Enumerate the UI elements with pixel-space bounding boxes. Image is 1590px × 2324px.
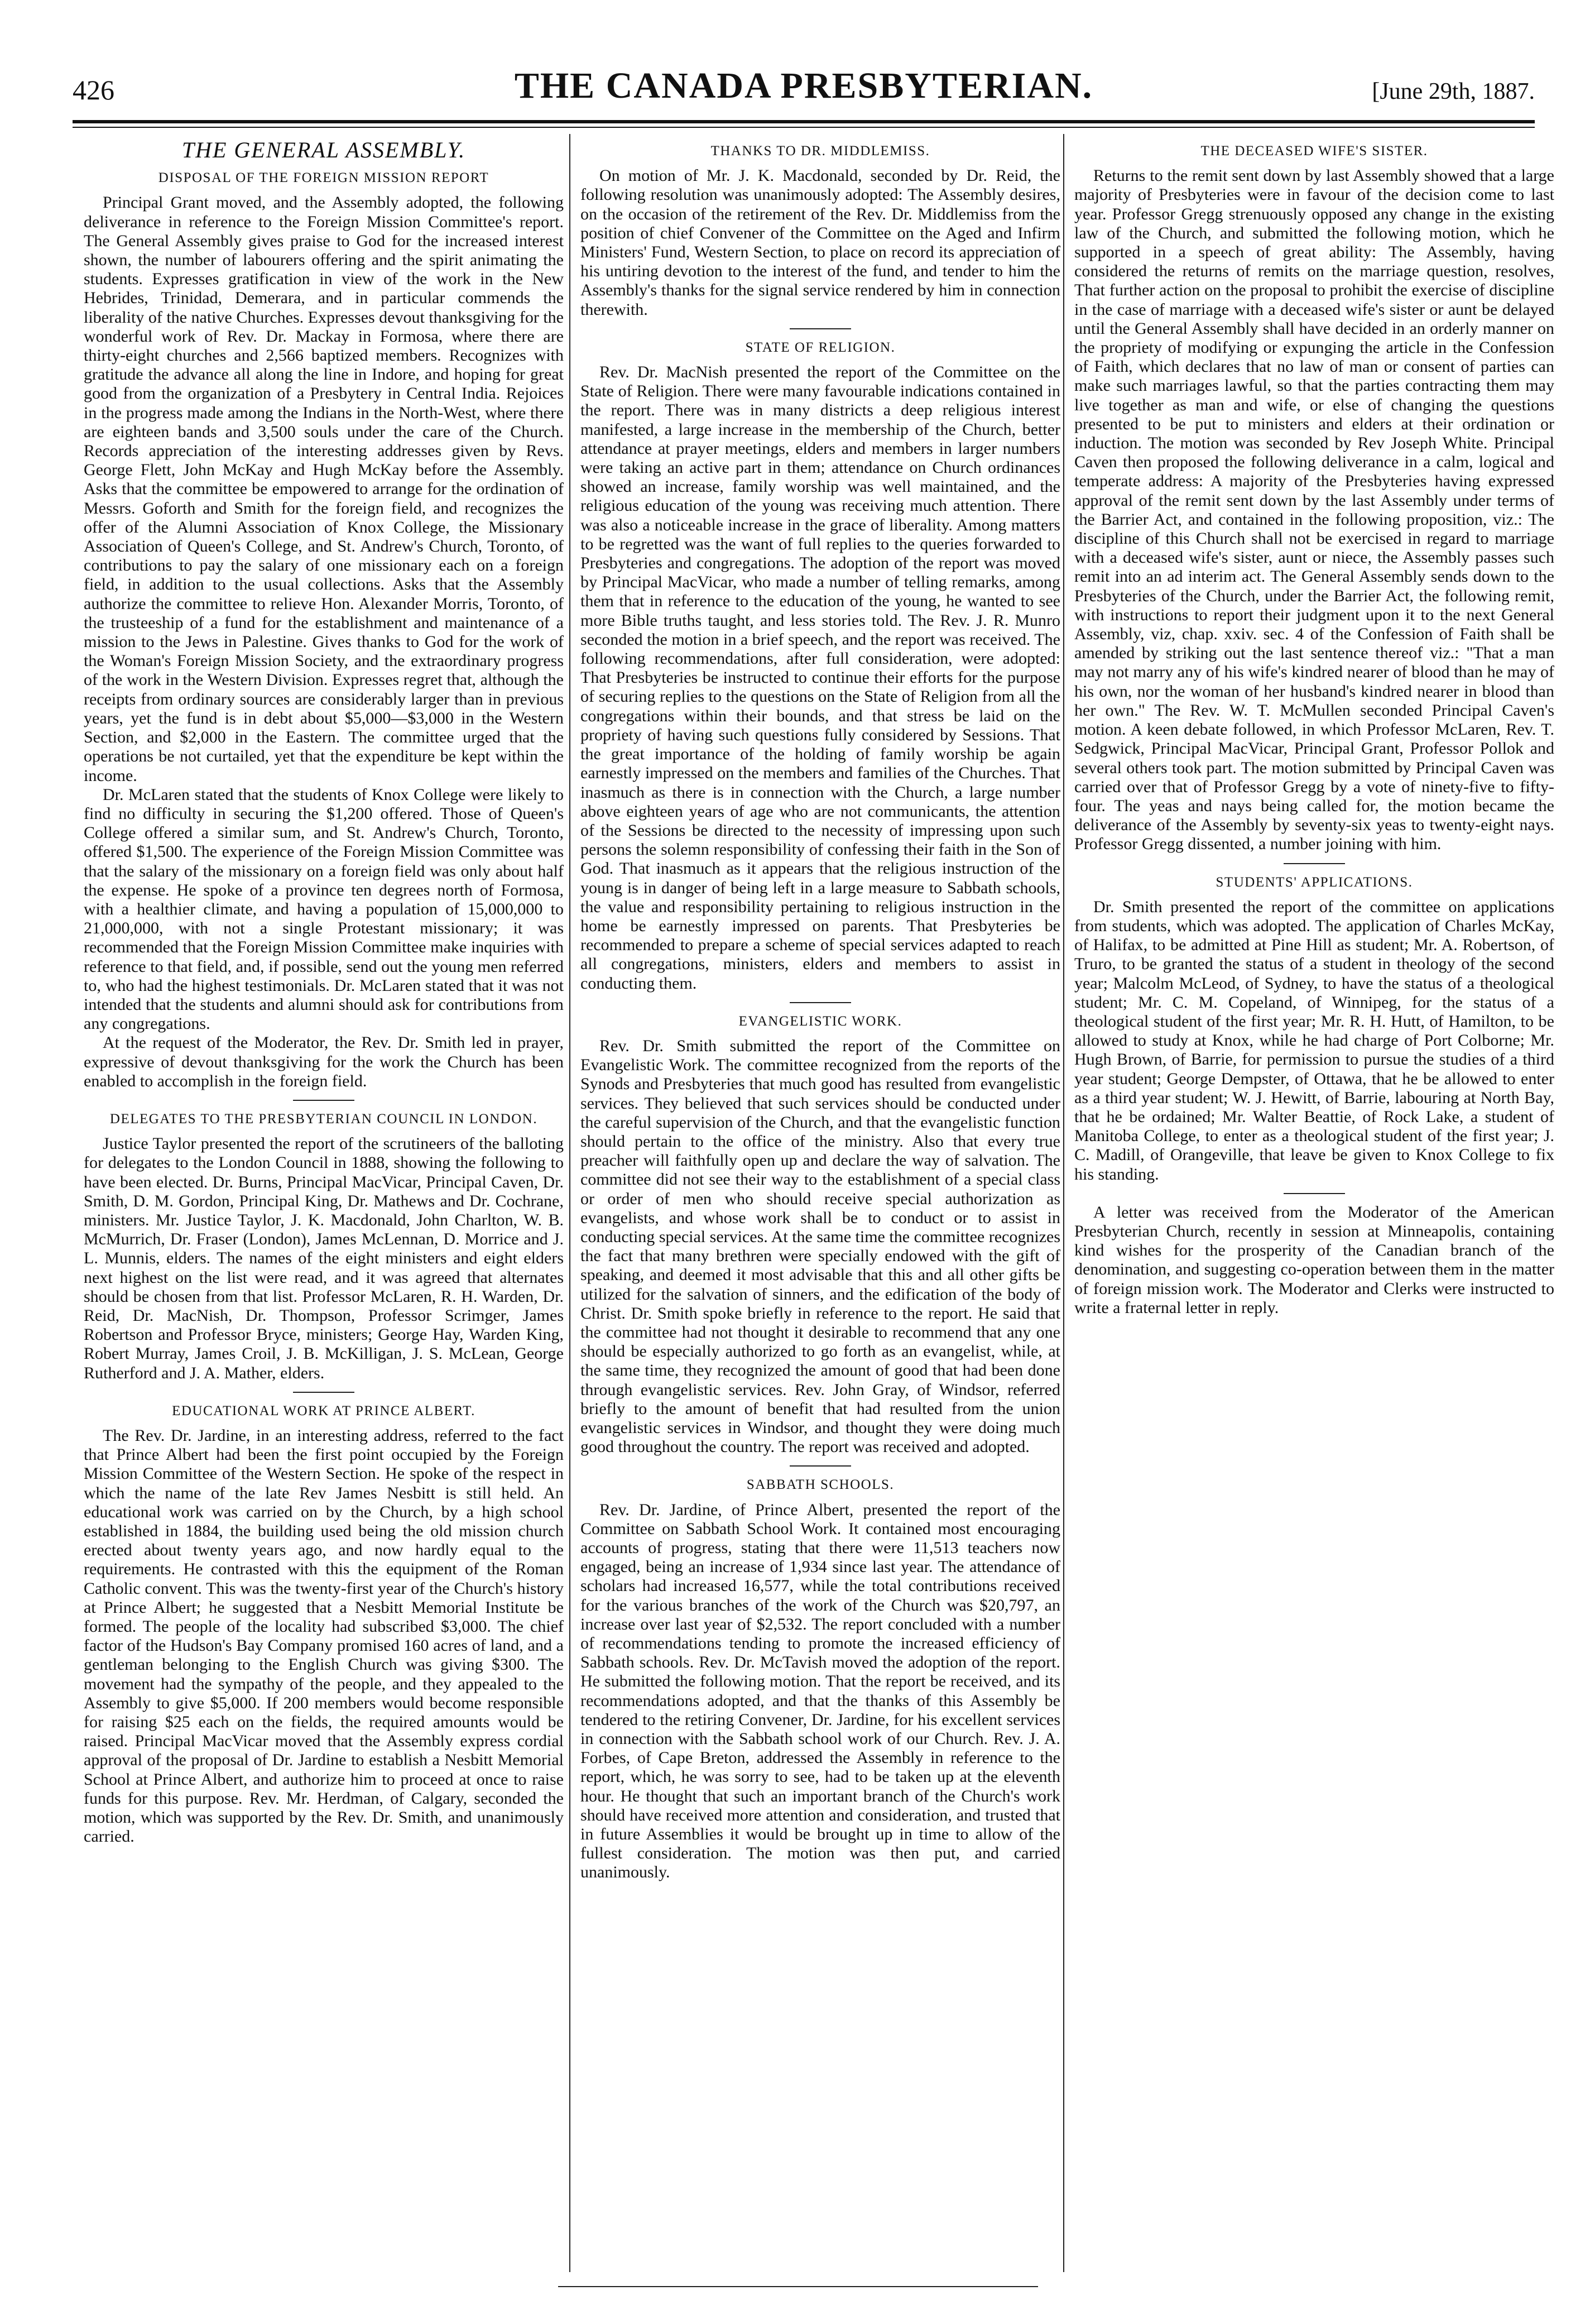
section-separator [790,328,851,329]
section-heading: THANKS TO DR. MIDDLEMISS. [710,143,930,159]
section-heading: DELEGATES TO THE PRESBYTERIAN COUNCIL IN LONDON. [109,1111,538,1127]
masthead-title: THE CANADA PRESBYTERIAN. [514,65,1093,106]
paragraph: At the request of the Moderator, the Rev. Dr. Smith led in prayer, expressive of devout thanksgiving for the work the Church has been enabled to accomplish in the foreign field. [84,1033,564,1090]
paragraph: Returns to the remit sent down by last Assembly showed that a large majority of Presbyteries were in favour of the decision come to last year. Professor Gregg strenuously opposed any change in the existing law of the Church, and submitted the following motion, which he supported in a speech of great ability: The Assembly, having considered the returns of remits on the marriage question, resolves, That further action on the proposal to prohibit the exercise of discipline in the case of marriage with a deceased wife's sister or aunt be delayed until the General Assembly shall have decided in an orderly manner on the propriety of modifying or expunging the article in the Confession of Faith, which declares that no law of man or consent of parties can make such marriages lawful, so that the parties contracting them may live together as man and wife, or else of changing the questions presented to be put to ministers and elders at their ordination or induction. The motion was seconded by Rev Joseph White. Principal Caven then proposed the following deliverance in a calm, logical and temperate address: A majority of the Presbyteries having expressed approval of the remit sent down by the last Assembly under terms of the Barrier Act, and contained in the following proposition, viz.: The discipline of this Church shall not be exercised in regard to marriage with a deceased wife's sister, aunt or niece, the Assembly passes such remit into an ad interim act. The General Assembly sends down to the Presbyteries of the Church, under the Barrier Act, the following remit, with instructions to report their judgment upon it to the next General Assembly, viz, chap. xxiv. sec. 4 of the Confession of Faith shall be amended by striking out the last sentence thereof viz.: "That a man may not marry any of his wife's kindred nearer of blood than he may of his own, nor the woman of her husband's kindred nearer in blood than her own." The Rev. W. T. McMullen seconded Principal Caven's motion. A keen debate followed, in which Professor McLaren, Rev. T. Sedgwick, Principal MacVicar, Principal Grant, Professor Pollok and several others took part. The motion submitted by Principal Caven was carried over that of Professor Gregg by a vote of ninety-five to fifty-four. The yeas and nays being called for, the motion became the deliverance of the Assembly by seventy-six yeas to twenty-eight nays. Professor Gregg dissented, a number joining with him. [1074,166,1554,854]
column-3 [1074,134,1554,2272]
column-divider [569,134,570,2272]
section-separator [1284,863,1345,864]
section-heading: THE DECEASED WIFE'S SISTER. [1200,143,1428,159]
section-heading: STUDENTS' APPLICATIONS. [1216,874,1413,890]
section-heading: STATE OF RELIGION. [745,339,896,355]
paragraph: Rev. Dr. MacNish presented the report of the Committee on the State of Religion. There were many favourable indications contained in the report. There was in many districts a deep religious interest manifested, a large increase in the membership of the Church, better attendance at prayer meetings, elders and members in larger numbers were taking an active part in them; attendance on Church ordinances showed an increase, family worship was well maintained, and the religious education of the young was receiving much attention. There was also a noticeable increase in the grace of liberality. Among matters to be regretted was the want of full replies to the queries forwarded to Presbyteries and congregations. The adoption of the report was moved by Principal MacVicar, who made a number of telling remarks, among them that in reference to the education of the young, he wanted to see more Bible truths taught, and less stories told. The Rev. J. R. Munro seconded the motion in a brief speech, and the report was received. The following recommendations, after full consideration, were adopted: That Presbyteries be instructed to continue their efforts for the purpose of securing replies to the questions on the State of Religion from all the congregations within their bounds, and that stress be laid on the propriety of having such questions fully considered by Sessions. That the great importance of the holding of family worship be again earnestly impressed on the members and families of the Churches. That inasmuch as there is in connection with the Church, a large number above eighteen years of age who are not communicants, the attention of the Sessions be directed to the necessity of impressing upon such persons the solemn responsibility of confessing their faith in the Son of God. That inasmuch as it appears that the religious instruction of the young is in danger of being left in a large measure to Sabbath schools, the value and responsibility pertaining to religious instruction in the home be earnestly impressed on parents. That Presbyteries be recommended to prepare a scheme of special services adapted to reach all congregations, ministers, elders and members to assist in conducting them. [580,363,1060,993]
header-rule [73,120,1535,128]
column-1 [84,134,564,2272]
section-heading: DISPOSAL OF THE FOREIGN MISSION REPORT [158,170,489,186]
paragraph: Dr. Smith presented the report of the committee on applications from students, which was adopted. The application of Charles McKay, of Halifax, to be admitted at Pine Hill as student; Mr. A. Robertson, of Truro, to be granted the status of a student in theology of the second year; Malcolm McLeod, of Sydney, to have the status of a theological student; Mr. C. M. Copeland, of Winnipeg, for the status of a theological student of the first year; Mr. R. H. Hutt, of Hamilton, to be allowed to study at Knox, while he had charge of Port Colborne; Mr. Hugh Brown, of Barrie, for permission to pursue the studies of a third year student; George Dempster, of Ottawa, that he be allowed to enter as a third year student; W. J. Hewitt, of Barrie, labouring at North Bay, that he be ordained; Mr. Walter Beattie, of Rock Lake, a student of Manitoba College, to enter as a theological student of the first year; J. C. Madill, of Orangeville, that leave be given to Knox College to fix his standing. [1074,897,1554,1183]
section-heading: SABBATH SCHOOLS. [746,1477,895,1493]
page-number: 426 [73,74,114,106]
issue-date: [June 29th, 1887. [1372,79,1535,104]
paragraph: Justice Taylor presented the report of the scrutineers of the balloting for delegates to the London Council in 1888, showing the following to have been elected. Dr. Burns, Principal MacVicar, Principal Caven, Dr. Smith, D. M. Gordon, Principal King, Dr. Mathews and Dr. Cochrane, ministers. Mr. Justice Taylor, J. K. Macdonald, John Charlton, W. B. McMurrich, Dr. Fraser (London), James McLennan, D. Morrice and J. L. Munnis, elders. The names of the eight ministers and eight elders next highest on the list were read, and it was agreed that alternates should be chosen from that list. Professor McLaren, R. H. Warden, Dr. Reid, Dr. MacNish, Dr. Thompson, Professor Scrimger, James Robertson and Professor Bryce, ministers; George Hay, Warden King, Robert Murray, James Croil, J. B. McKilligan, J. S. McLean, George Rutherford and J. A. Mather, elders. [84,1134,564,1382]
paragraph: The Rev. Dr. Jardine, in an interesting address, referred to the fact that Prince Albert had been the first point occupied by the Foreign Mission Committee of the Western Section. He spoke of the respect in which the name of the late Rev James Nesbitt is still held. An educational work was carried on by the Church, by a high school established in 1884, the building used being the old mission church erected about twenty years ago, and now hardly equal to the requirements. He contrasted with this the equipment of the Roman Catholic convent. This was the twenty-first year of the Church's history at Prince Albert; he suggested that a Nesbitt Memorial Institute be formed. The people of the locality had subscribed $3,000. The chief factor of the Hudson's Bay Company promised 160 acres of land, and a gentleman belonging to the English Church was giving $300. The movement had the sympathy of the people, and they appealed to the Assembly to give $5,000. If 200 members would become responsible for raising $25 each on the fields, the required amounts would be raised. Principal MacVicar moved that the Assembly express cordial approval of the proposal of Dr. Jardine to establish a Nesbitt Memorial School at Prince Albert, and authorize him to proceed at once to raise funds for this purpose. Rev. Mr. Herdman, of Calgary, seconded the motion, which was supported by the Rev. Dr. Smith, and unanimously carried. [84,1426,564,1846]
section-separator [293,1392,354,1393]
page-header [73,33,1535,106]
paragraph: On motion of Mr. J. K. Macdonald, seconded by Dr. Reid, the following resolution was unanimously adopted: The Assembly desires, on the occasion of the retirement of the Rev. Dr. Middlemiss from the position of chief Convener of the Committee on the Aged and Infirm Ministers' Fund, Western Section, to place on record its appreciation of his untiring devotion to the interest of the fund, and tender to him the Assembly's thanks for the signal service rendered by him in connection therewith. [580,166,1060,319]
paragraph: Rev. Dr. Jardine, of Prince Albert, presented the report of the Committee on Sabbath School Work. It contained most encouraging accounts of progress, stating that there were 11,513 teachers now engaged, being an increase of 1,934 since last year. The attendance of scholars had increased 16,577, while the total contributions received for the various branches of the work of the Church was $20,797, an increase over last year of $2,532. The report concluded with a number of recommendations tending to promote the increased efficiency of Sabbath schools. Rev. Dr. McTavish moved the adoption of the report. He submitted the following motion. That the report be received, and its recommendations adopted, and that the thanks of this Assembly be tendered to the retiring Convener, Dr. Jardine, for his excellent services in connection with the Sabbath school work of our Church. Rev. J. A. Forbes, of Cape Breton, addressed the Assembly in reference to the report, which, he was sorry to see, had to be taken up at the eleventh hour. He thought that such an important branch of the Church's work should have received more attention and consideration, and trusted that in future Assemblies it would be brought up in time to allow of the fullest consideration. The motion was then put, and carried unanimously. [580,1500,1060,1882]
closing-paragraph: A letter was received from the Moderator of the American Presbyterian Church, recently in session at Minneapolis, containing kind wishes for the prosperity of the Canadian branch of the denomination, and suggesting co-operation between them in the matter of foreign mission work. The Moderator and Clerks were instructed to write a fraternal letter in reply. [1074,1202,1554,1317]
section-separator [1284,1193,1345,1194]
paragraph: Principal Grant moved, and the Assembly adopted, the following deliverance in reference to the Foreign Mission Committee's report. The General Assembly gives praise to God for the increased interest shown, the number of labourers offering and the spirit animating the students. Expresses gratification in view of the work in the New Hebrides, Trinidad, Demerara, and in particular commends the liberality of the native Churches. Expresses devout thanksgiving for the wonderful work of Rev. Dr. Mackay in Formosa, where there are thirty-eight churches and 2,566 baptized members. Recognizes with gratitude the advance all along the line in Indore, and hoping for great good from the organization of a Presbytery in Central India. Rejoices in the progress made among the Indians in the North-West, where there are eighteen bands and 3,500 souls under the care of the Church. Records appreciation of the interesting addresses given by Revs. George Flett, John McKay and Hugh McKay before the Assembly. Asks that the committee be empowered to arrange for the ordination of Messrs. Goforth and Smith for the foreign field, and recognizes the offer of the Alumni Association of Knox College, the Missionary Association of Queen's College, and St. Andrew's Church, Toronto, of contributions to pay the salary of one missionary each on a foreign field, in addition to the usual collections. Asks that the Assembly authorize the committee to relieve Hon. Alexander Morris, Toronto, of the trusteeship of a fund for the establishment and maintenance of a mission to the Jews in Palestine. Gives thanks to God for the work of the Woman's Foreign Mission Society, and the extraordinary progress of the work in the Western Division. Expresses regret that, although the receipts from ordinary sources are considerably larger than in previous years, yet the fund is in debt about $5,000—$3,000 in the Western Section, and $2,000 in the Eastern. The committee urged that the operations be not curtailed, yet that the expenditure be kept within the income. [84,193,564,785]
article-title: THE GENERAL ASSEMBLY. [181,137,466,162]
footer-rule [558,2286,1038,2287]
column-divider [1063,134,1064,2272]
column-2 [580,134,1060,2272]
section-separator [293,1100,354,1101]
paragraph: Rev. Dr. Smith submitted the report of the Committee on Evangelistic Work. The committee recognized from the reports of the Synods and Presbyteries that much good has resulted from evangelistic services. They believed that such services should be conducted under the careful supervision of the Church, and that the evangelistic function should pertain to the office of the ministry. Also that every true preacher will faithfully open up and declare the way of salvation. The committee did not see their way to the establishment of a special class or order of men who should receive special authorization as evangelists, and whose work shall be to conduct or to assist in conducting special services. At the same time the committee recognizes the fact that many brethren were specially endowed with the gift of speaking, and deemed it most advisable that this and all other gifts be utilized for the salvation of sinners, and the edification of the body of Christ. Dr. Smith spoke briefly in reference to the report. He said that the committee had not thought it desirable to recommend that any one should be especially authorized to go forth as an evangelist, while, at the same time, they recognized the amount of good that had been done through evangelistic services. Rev. John Gray, of Windsor, referred briefly to the amount of benefit that had resulted from the union evangelistic services in Windsor, and thought they were doing much good throughout the country. The report was received and adopted. [580,1036,1060,1456]
section-separator [790,1002,851,1003]
section-heading: EVANGELISTIC WORK. [738,1013,902,1029]
section-heading: EDUCATIONAL WORK AT PRINCE ALBERT. [172,1403,475,1419]
paragraph: Dr. McLaren stated that the students of Knox College were likely to find no difficulty in securing the $1,200 offered. Those of Queen's College offered a similar sum, and St. Andrew's Church, Toronto, offered $1,500. The experience of the Foreign Mission Committee was that the salary of the missionary on a foreign field was only about half the expense. He spoke of a province ten degrees north of Formosa, with a healthier climate, and having a population of 15,000,000 to 21,000,000, with not a single Protestant missionary; it was recommended that the Foreign Mission Committee make inquiries with reference to that field, and, if possible, send out the young men referred to, who had the highest testimonials. Dr. McLaren stated that it was not intended that the students and alumni should ask for contributions from any congregations. [84,785,564,1033]
section-separator [790,1465,851,1467]
